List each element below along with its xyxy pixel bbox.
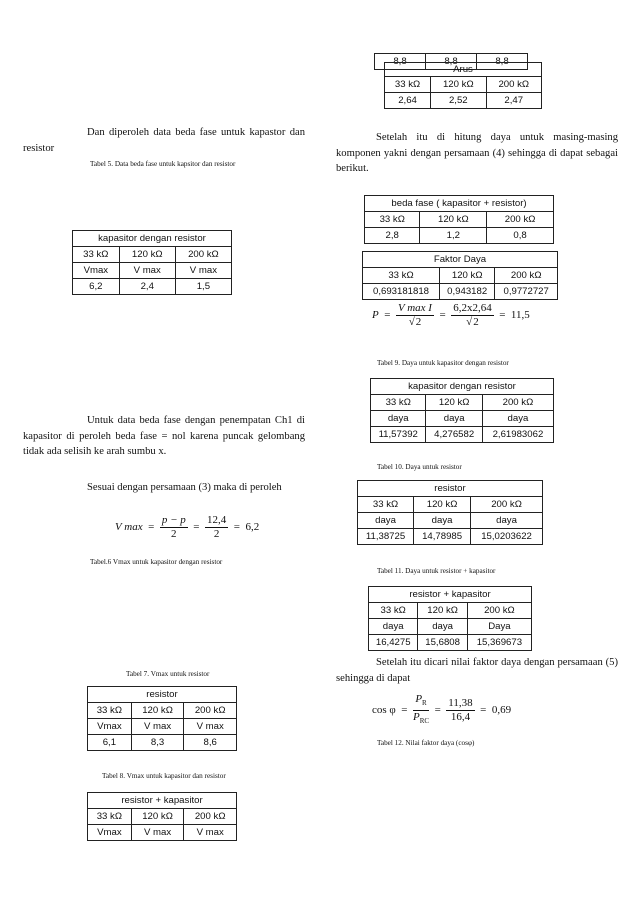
table-cell: 1,2 bbox=[420, 228, 487, 244]
table-5-phase-data bbox=[72, 230, 232, 295]
table-faktor-daya bbox=[362, 251, 558, 300]
formula-denominator: 16,4 bbox=[450, 711, 471, 724]
table-arus bbox=[384, 62, 542, 109]
formula-result: 0,69 bbox=[491, 704, 512, 717]
table-header: 200 kΩ bbox=[175, 247, 231, 263]
formula-denominator: 2 bbox=[473, 316, 479, 328]
table-header: 200 kΩ bbox=[487, 212, 554, 228]
table-cell: 2,61983062 bbox=[482, 427, 553, 443]
table-cell: 16,4275 bbox=[369, 635, 418, 651]
formula-lhs: V max bbox=[115, 521, 143, 534]
table-title: kapasitor dengan resistor bbox=[371, 379, 554, 395]
table-title: resistor bbox=[88, 687, 237, 703]
table-header: 120 kΩ bbox=[420, 212, 487, 228]
formula-fraction: $\frac{\text{V max I}}{√2}$ bbox=[397, 302, 432, 328]
formula-fraction bbox=[446, 697, 474, 724]
table-cell: 8,3 bbox=[131, 735, 184, 751]
table-cell: 8,8 bbox=[375, 54, 426, 70]
table-header: 120 kΩ bbox=[431, 77, 486, 93]
table-cell: 2,8 bbox=[365, 228, 420, 244]
formula-numerator: p − p bbox=[161, 514, 186, 526]
formula-result: 6,2 bbox=[245, 521, 260, 534]
formula-denominator: 2 bbox=[171, 528, 177, 540]
table-cell: V max bbox=[175, 263, 231, 279]
table-title: beda fase ( kapasitor + resistor) bbox=[365, 196, 554, 212]
table-cell: V max bbox=[131, 719, 184, 735]
table-header: 33 kΩ bbox=[369, 603, 418, 619]
formula-vmax: V max = $\frac{p - p}{2}$ = $\frac{12,4}{2}$ = 6,2 bbox=[115, 514, 260, 540]
table-cell: 15,369673 bbox=[467, 635, 531, 651]
table-header: 33 kΩ bbox=[363, 268, 440, 284]
caption-table-9: Tabel 9. Daya untuk kapasitor dengan resistor bbox=[377, 359, 509, 367]
table-cell: V max bbox=[184, 825, 237, 841]
formula-denominator: 2 bbox=[213, 528, 220, 540]
formula-lhs: P bbox=[372, 309, 379, 322]
table-title: Arus bbox=[385, 63, 542, 77]
table-header: 33 kΩ bbox=[88, 809, 132, 825]
table-cell: 2,4 bbox=[119, 279, 175, 295]
formula-subscript: RC bbox=[419, 717, 430, 726]
formula-result: 11,5 bbox=[510, 309, 530, 322]
formula-denominator: P bbox=[412, 711, 420, 724]
table-9-daya-rc bbox=[370, 378, 554, 443]
table-header: 200 kΩ bbox=[482, 395, 553, 411]
table-header: 200 kΩ bbox=[467, 603, 531, 619]
table-cell: 2,47 bbox=[486, 93, 541, 109]
table-cell: Vmax bbox=[73, 263, 120, 279]
table-beda-fase bbox=[364, 195, 554, 244]
table-cell: 4,276582 bbox=[426, 427, 482, 443]
table-cell: 11,57392 bbox=[371, 427, 426, 443]
paragraph-equation-3: Sesuai dengan persamaan (3) maka di peroleh bbox=[87, 482, 282, 493]
paragraph-phase-ch1: Untuk data beda fase dengan penempatan Ch1 di kapasitor di peroleh beda fase = nol karena puncak gelombang tidak ada selisih ke arah sumbu x. bbox=[23, 415, 305, 457]
table-cell: 6,2 bbox=[73, 279, 120, 295]
table-cell: 2,52 bbox=[431, 93, 486, 109]
formula-fraction: $\frac{6,2x2,64}{√2}$ bbox=[453, 302, 492, 328]
table-title: Faktor Daya bbox=[363, 252, 558, 268]
table-cell: 6,1 bbox=[88, 735, 132, 751]
table-11-daya-rc bbox=[368, 586, 532, 651]
table-title: kapasitor dengan resistor bbox=[73, 231, 232, 247]
table-cell: Vmax bbox=[88, 825, 132, 841]
table-cell: 0,943182 bbox=[440, 284, 495, 300]
table-cell: 0,9772727 bbox=[495, 284, 558, 300]
formula-fraction bbox=[413, 693, 429, 728]
table-header: 120 kΩ bbox=[119, 247, 175, 263]
table-7-resistor-vmax bbox=[87, 686, 237, 751]
table-header: 120 kΩ bbox=[440, 268, 495, 284]
paragraph-power-calc: Setelah itu di hitung daya untuk masing-masing komponen yakni dengan persamaan (4) sehingga di dapat sebagai berikut. bbox=[336, 132, 618, 174]
table-cell: daya bbox=[369, 619, 418, 635]
formula-numerator: V max I bbox=[397, 302, 432, 314]
formula-denominator: 2 bbox=[415, 316, 422, 328]
table-header: 120 kΩ bbox=[414, 497, 471, 513]
table-cell: daya bbox=[426, 411, 482, 427]
formula-numerator: 6,2x2,64 bbox=[453, 302, 492, 314]
caption-table-8: Tabel 8. Vmax untuk kapasitor dan resistor bbox=[102, 772, 226, 780]
table-header: 200 kΩ bbox=[486, 77, 541, 93]
table-cell: V max bbox=[184, 719, 237, 735]
table-header: 120 kΩ bbox=[418, 603, 467, 619]
table-cell: 8,8 bbox=[426, 54, 477, 70]
table-cell: V max bbox=[119, 263, 175, 279]
table-cell: 14,78985 bbox=[414, 529, 471, 545]
table-header: 200 kΩ bbox=[184, 703, 237, 719]
table-cell: 1,5 bbox=[175, 279, 231, 295]
table-header: 33 kΩ bbox=[88, 703, 132, 719]
paragraph-power-factor: Setelah itu dicari nilai faktor daya dengan persamaan (5) sehingga di dapat bbox=[336, 657, 618, 684]
table-header: 33 kΩ bbox=[73, 247, 120, 263]
table-cell: 11,38725 bbox=[358, 529, 414, 545]
formula-numerator: 11,38 bbox=[448, 697, 473, 710]
table-header: 200 kΩ bbox=[471, 497, 543, 513]
formula-fraction bbox=[160, 514, 188, 541]
formula-numerator: 12,4 bbox=[206, 514, 227, 526]
table-cell: daya bbox=[471, 513, 543, 529]
caption-table-11: Tabel 11. Daya untuk resistor + kapasitor bbox=[377, 567, 496, 575]
table-cell: 8,6 bbox=[184, 735, 237, 751]
caption-table-7: Tabel 7. Vmax untuk resistor bbox=[126, 670, 210, 678]
formula-power: P = $\frac{\text{V max I}}{√2}$ = $\frac{6,2x2,64}{√2}$ = 11,5 bbox=[372, 302, 530, 328]
table-header: 200 kΩ bbox=[184, 809, 237, 825]
formula-subscript: R bbox=[422, 699, 427, 708]
table-cell: daya bbox=[418, 619, 467, 635]
table-header: 33 kΩ bbox=[365, 212, 420, 228]
table-header: 33 kΩ bbox=[385, 77, 431, 93]
table-header: 200 kΩ bbox=[495, 268, 558, 284]
caption-table-12: Tabel 12. Nilai faktor daya (cosφ) bbox=[377, 739, 475, 747]
table-cell: 0,8 bbox=[487, 228, 554, 244]
table-cell: daya bbox=[414, 513, 471, 529]
paragraph-phase-intro: Dan diperoleh data beda fase untuk kapastor dan resistor bbox=[23, 127, 305, 154]
table-header: 33 kΩ bbox=[371, 395, 426, 411]
table-title: resistor + kapasitor bbox=[369, 587, 532, 603]
table-cell: V max bbox=[131, 825, 184, 841]
table-cell: Vmax bbox=[88, 719, 132, 735]
table-cell: 8,8 bbox=[477, 54, 528, 70]
table-cell: daya bbox=[358, 513, 414, 529]
table-8-rc-vmax bbox=[87, 792, 237, 841]
table-cell: daya bbox=[482, 411, 553, 427]
caption-table-6: Tabel.6 Vmax untuk kapasitor dengan resistor bbox=[90, 558, 223, 566]
table-cell: 15,0203622 bbox=[471, 529, 543, 545]
table-cell: Daya bbox=[467, 619, 531, 635]
table-cell: daya bbox=[371, 411, 426, 427]
table-title: resistor bbox=[358, 481, 543, 497]
formula-numerator: P bbox=[415, 693, 423, 705]
table-cell: 15,6808 bbox=[418, 635, 467, 651]
formula-fraction bbox=[205, 514, 228, 541]
formula-lhs: cos φ bbox=[372, 704, 396, 717]
caption-table-5: Tabel 5. Data beda fase untuk kapsitor dan resistor bbox=[90, 160, 236, 168]
table-10-daya-resistor bbox=[357, 480, 543, 545]
table-cell: 2,64 bbox=[385, 93, 431, 109]
table-cell: 0,693181818 bbox=[363, 284, 440, 300]
caption-table-10: Tabel 10. Daya untuk resistor bbox=[377, 463, 462, 471]
table-title: resistor + kapasitor bbox=[88, 793, 237, 809]
table-header: 120 kΩ bbox=[426, 395, 482, 411]
table-header: 33 kΩ bbox=[358, 497, 414, 513]
table-header: 120 kΩ bbox=[131, 703, 184, 719]
table-header: 120 kΩ bbox=[131, 809, 184, 825]
formula-cosphi: cos φ = $\frac{P_R}{P_{RC}}$ = $\frac{11,38}{16,4}$ = 0,69 bbox=[372, 693, 511, 728]
